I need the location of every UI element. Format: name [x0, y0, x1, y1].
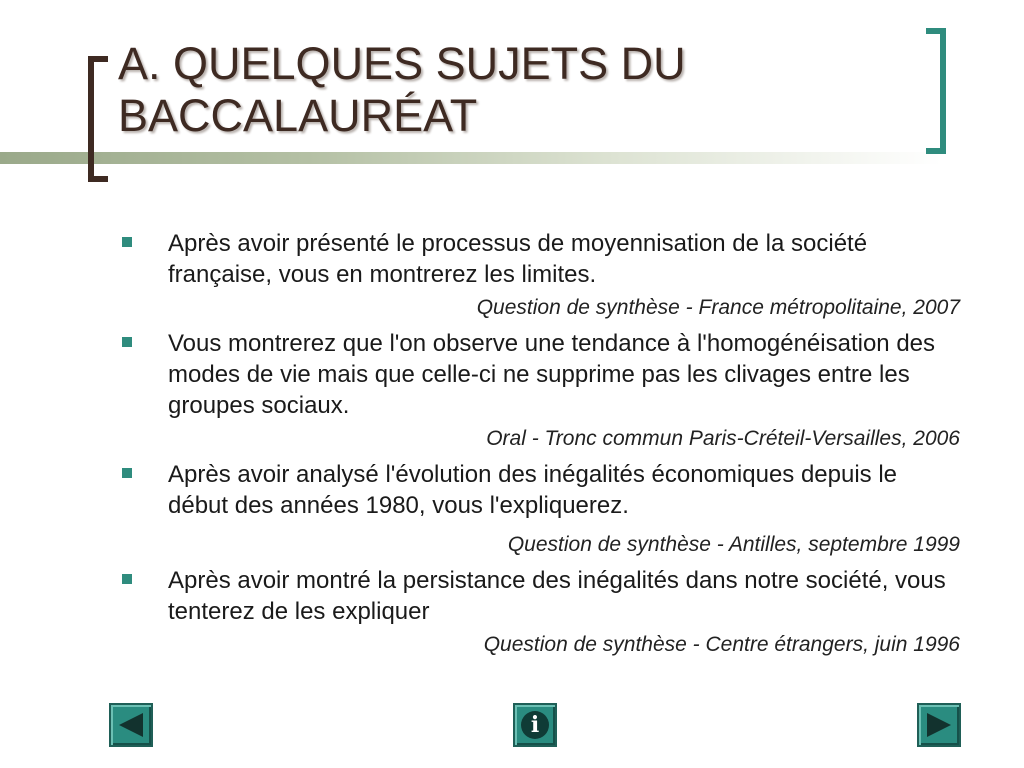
subject-text: Vous montrerez que l'on observe une tendance à l'homogénéisation des modes de vie mais que celle-ci ne supprime pas les clivages entre les groupes sociaux. [168, 330, 936, 419]
subject-text: Après avoir analysé l'évolution des inégalités économiques depuis le début des années 1980, vous l'expliquerez. [168, 461, 898, 519]
subject-item [118, 459, 960, 559]
bullet-square-icon [122, 237, 132, 247]
left-bracket-decoration [88, 56, 108, 182]
subject-item [118, 228, 960, 322]
bullet-square-icon [122, 574, 132, 584]
slide-title-line-2: BACCALAURÉAT [118, 90, 478, 141]
slide-title [118, 38, 918, 142]
slide-title-line-1: A. QUELQUES SUJETS DU [118, 38, 686, 89]
triangle-left-icon [119, 713, 143, 737]
subject-source: Question de synthèse - France métropolitaine, 2007 [476, 296, 960, 319]
info-icon: i [521, 711, 549, 739]
subject-source: Oral - Tronc commun Paris-Créteil-Versailles, 2006 [486, 427, 960, 450]
subject-item [118, 328, 960, 453]
previous-slide-button[interactable] [109, 703, 153, 747]
info-button[interactable] [513, 703, 557, 747]
bullet-square-icon [122, 337, 132, 347]
subject-item [118, 565, 960, 659]
next-slide-button[interactable] [917, 703, 961, 747]
subject-text: Après avoir montré la persistance des inégalités dans notre société, vous tenterez de les expliquer [168, 567, 946, 625]
subject-list [118, 228, 960, 665]
subject-source: Question de synthèse - Centre étrangers, juin 1996 [483, 633, 960, 656]
bullet-square-icon [122, 468, 132, 478]
header-rule [0, 152, 1024, 164]
right-bracket-decoration [926, 28, 946, 154]
subject-text: Après avoir présenté le processus de moyennisation de la société française, vous en montrerez les limites. [168, 230, 868, 288]
triangle-right-icon [927, 713, 951, 737]
subject-source: Question de synthèse - Antilles, septembre 1999 [507, 533, 960, 556]
